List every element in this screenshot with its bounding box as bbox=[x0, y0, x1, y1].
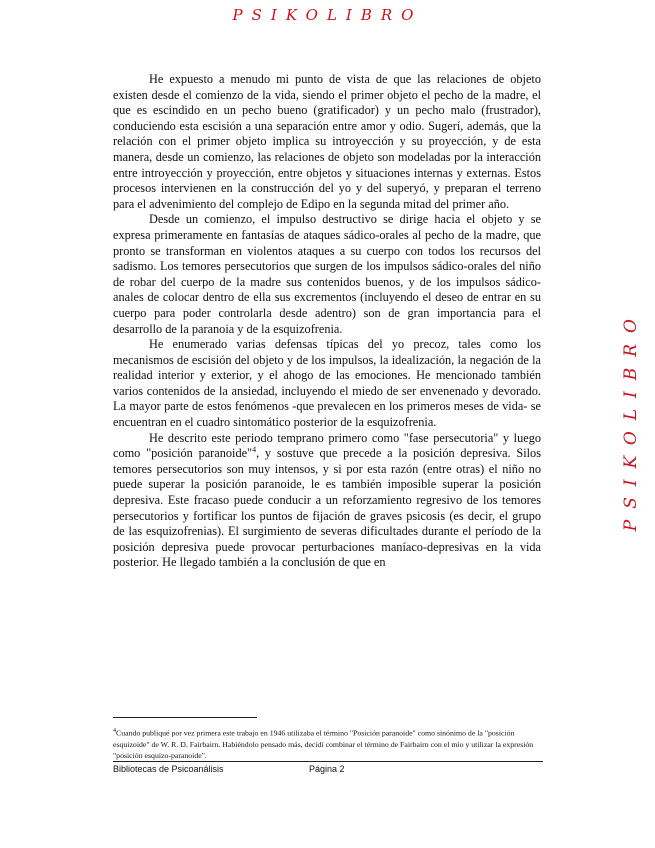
paragraph-1: He expuesto a menudo mi punto de vista de que las relaciones de objeto existen desde el comienzo de la vida, siendo el primer objeto el pecho de la madre, el que es escindido en un pecho bueno (gratificador) y un pecho malo (frustrador), conduciendo esta escisión a una separación entre amor y odio. Sugerí, además, que la relación con el primer objeto implica su introyección y su proyección, y de esta manera, desde un comienzo, las relaciones de objeto son modeladas por la interacción entre introyección y proyección, entre objetos y situaciones internas y externas. Estos procesos intervienen en la construcción del yo y del superyó, y preparan el terreno para el advenimiento del complejo de Edipo en la segunda mitad del primer año. bbox=[113, 72, 541, 211]
page-footer bbox=[113, 761, 543, 774]
body-text bbox=[113, 72, 541, 571]
footnote-text: Cuando publiqué por vez primera este trabajo en 1946 utilizaba el término "Posición paranoide" como sinónimo de la "posición esquizoide" de W. R. D. Fairbairn. Habiéndolo pensado más, decidí combinar el término de Fairbairn con el mío y utilizar la expresión "posición esquizo-paranoide". bbox=[113, 728, 534, 760]
footnote-divider bbox=[113, 717, 257, 718]
header-brand-logo: PSIKOLIBRO bbox=[232, 6, 423, 24]
footer-source: Bibliotecas de Psicoanálisis bbox=[113, 764, 224, 774]
paragraph-4 bbox=[113, 431, 541, 571]
paragraph-2: Desde un comienzo, el impulso destructivo se dirige hacia el objeto y se expresa primeramente en fantasías de ataques sádico-orales al pecho de la madre, que pronto se transforman en violentos ataques a su cuerpo con todos los recursos del sadismo. Los temores persecutorios que surgen de los impulsos sádico-orales del niño de robar del cuerpo de la madre sus contenidos buenos, y de los impulsos sádico-anales de colocar dentro de ella sus excrementos (incluyendo el deseo de entrar en su cuerpo para poder controlarla desde adentro) son de gran importancia para el desarrollo de la paranoia y de la esquizofrenia. bbox=[113, 212, 541, 336]
footnote-ref[interactable]: 4 bbox=[252, 445, 257, 455]
paragraph-4-start: He descrito este periodo temprano primero como "fase persecutoria" y luego como "posición paranoide" bbox=[113, 430, 541, 461]
paragraph-3: He enumerado varias defensas típicas del yo precoz, tales como los mecanismos de escisión del objeto y de los impulsos, la idealización, la negación de la realidad interior y exterior, y el ahogo de las emociones. He mencionado también varios contenidos de la ansiedad, incluyendo el miedo de ser envenenado y devorado. La mayor parte de estos fenómenos -que prevalecen en los primeros meses de vida- se encuentran en el cuadro sintomático posterior de la esquizofrenia. bbox=[113, 337, 541, 430]
side-brand-logo: PSIKOLIBRO bbox=[621, 308, 641, 532]
page-number: Página 2 bbox=[309, 764, 345, 774]
footnote bbox=[113, 726, 543, 761]
footnote-marker: 4 bbox=[113, 728, 116, 734]
paragraph-4-end: , y sostuve que precede a la posición depresiva. Silos temores persecutorios son muy intensos, y si por esta razón (entre otras) el niño no puede superar la posición paranoide, le es también imposible superar la posición depresiva. Este fracaso puede conducir a un reforzamiento regresivo de los temores persecutorios y fortificar los puntos de fijación de graves psicosis (es decir, el grupo de las esquizofrenias). El surgimiento de severas dificultades durante el período de la posición depresiva puede provocar perturbaciones maníaco-depresivas en la vida posterior. He llegado también a la conclusión de que en bbox=[113, 446, 541, 570]
